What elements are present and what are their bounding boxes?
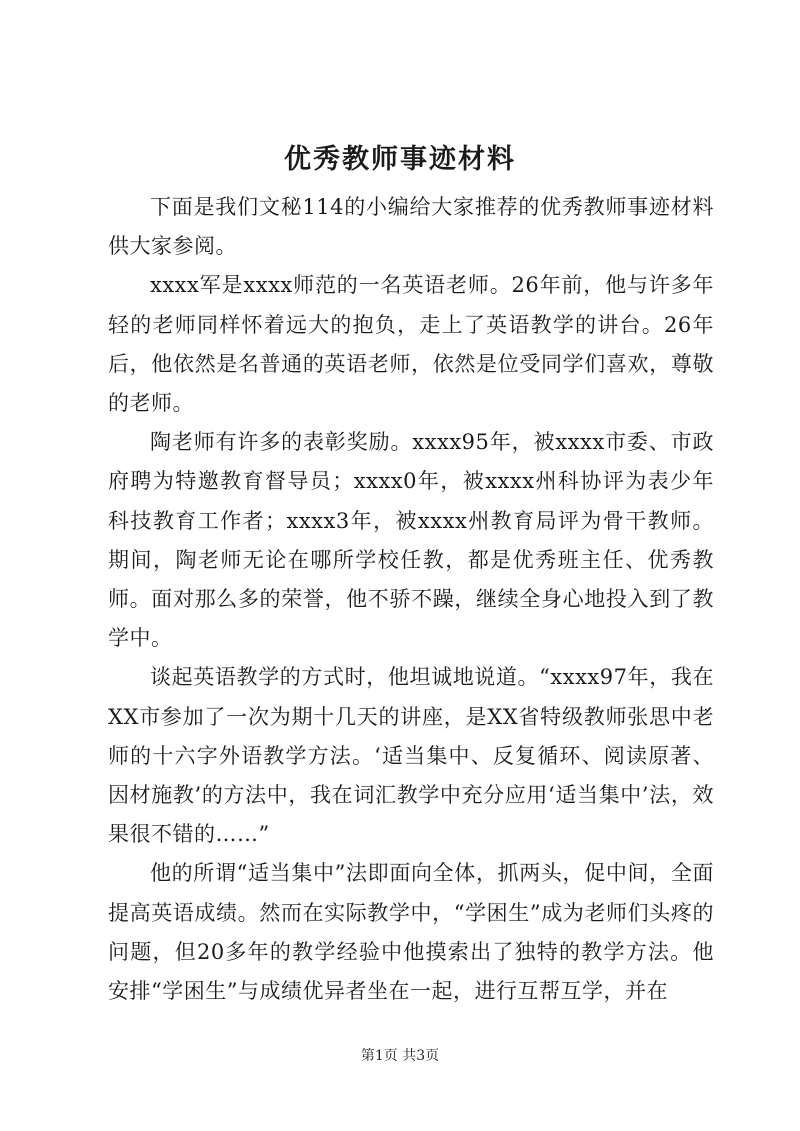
document-title: 优秀教师事迹材料 xyxy=(284,144,516,175)
paragraph-awards: 陶老师有许多的表彰奖励。xxxx95年，被xxxx市委、市政府聘为特邀教育督导员；xxxx0年，被xxxx州科协评为表少年科技教育工作者；xxxx3年，被xxxx州教育局评为骨干教师。期间，陶老师无论在哪所学校任教，都是优秀班主任、优秀教师。面对那么多的荣誉，他不骄不躁，继续全身心地投入到了教学中。 xyxy=(108,430,714,651)
paragraph-teaching-method: 谈起英语教学的方式时，他坦诚地说道。“xxxx97年，我在XX市参加了一次为期十几天的讲座，是XX省特级教师张思中老师的十六字外语教学方法。‘适当集中、反复循环、阅读原著、因材施教’的方法中，我在词汇教学中充分应用‘适当集中’法，效果很不错的……” xyxy=(108,665,714,847)
paragraph-practice: 他的所谓“适当集中”法即面向全体，抓两头，促中间，全面提高英语成绩。然而在实际教学中，“学困生”成为老师们头疼的问题，但20多年的教学经验中他摸索出了独特的教学方法。他安排“学困生”与成绩优异者坐在一起，进行互帮互学，并在 xyxy=(108,861,714,1004)
document-body xyxy=(108,188,714,1011)
page-footer: 第1页 共3页 xyxy=(360,1048,440,1064)
paragraph-intro: 下面是我们文秘114的小编给大家推荐的优秀教师事迹材料供大家参阅。 xyxy=(108,195,714,259)
paragraph-background: xxxx军是xxxx师范的一名英语老师。26年前，他与许多年轻的老师同样怀着远大的抱负，走上了英语教学的讲台。26年后，他依然是名普通的英语老师，依然是位受同学们喜欢，尊敬的老师。 xyxy=(108,273,714,416)
